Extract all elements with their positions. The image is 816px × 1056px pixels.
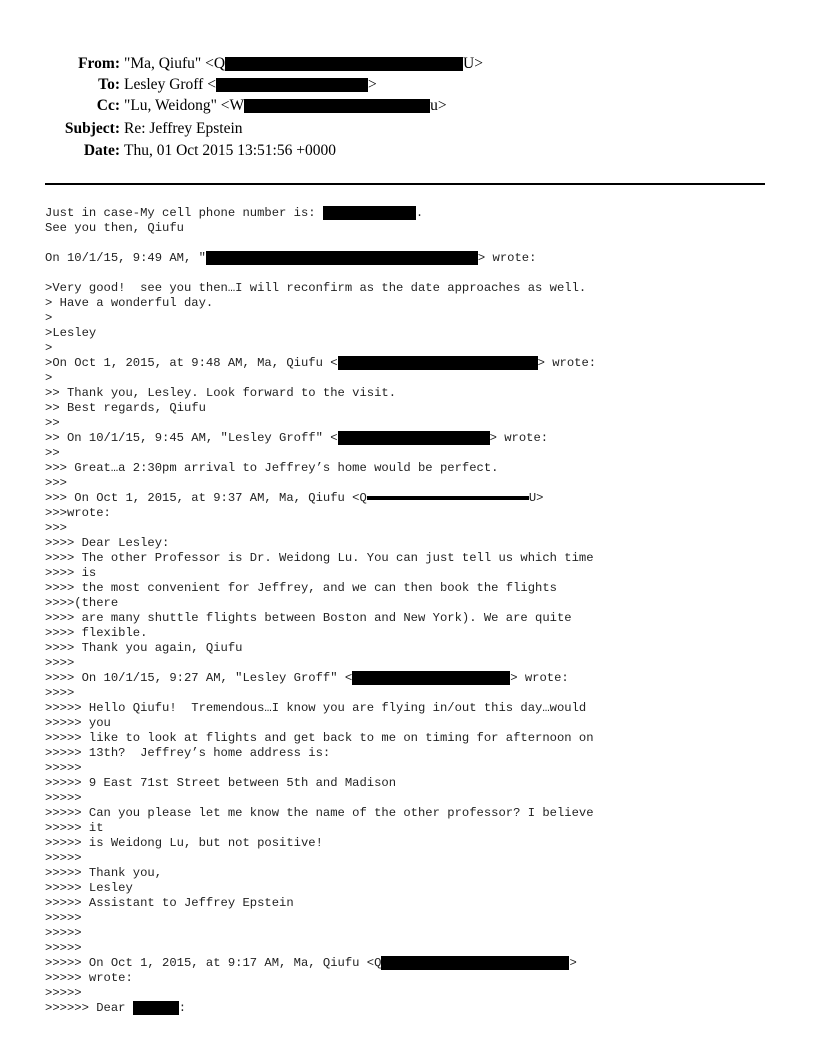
body-line: >>>>> like to look at flights and get back to me on timing for afternoon on — [45, 731, 594, 745]
cc-value: "Lu, Weidong" <W u> — [124, 97, 447, 114]
body-line: >>>>> — [45, 791, 82, 805]
body-line: >>>> are many shuttle flights between Boston and New York). We are quite — [45, 611, 572, 625]
body-line: >>>wrote: — [45, 506, 111, 520]
body-line: >> On 10/1/15, 9:45 AM, "Lesley Groff" < > wrote: — [45, 431, 549, 446]
cc-label: Cc: — [96, 97, 120, 114]
redaction-bar — [338, 431, 490, 445]
body-line: >>>>> — [45, 941, 82, 955]
body-line: Just in case-My cell phone number is: . — [45, 206, 424, 221]
subject-label: Subject: — [64, 120, 120, 137]
from-value: "Ma, Qiufu" <Q U> — [124, 55, 483, 72]
body-line: >>>> The other Professor is Dr. Weidong Lu. You can just tell us which time — [45, 551, 594, 565]
body-line: >On Oct 1, 2015, at 9:48 AM, Ma, Qiufu < > wrote: — [45, 356, 597, 371]
body-line: >>> On Oct 1, 2015, at 9:37 AM, Ma, Qiufu <Q U> — [45, 491, 544, 505]
redaction-bar — [244, 99, 430, 113]
body-line: > — [45, 311, 53, 325]
redaction-bar — [225, 57, 463, 71]
subject-value: Re: Jeffrey Epstein — [124, 120, 243, 137]
body-line: >>>> On 10/1/15, 9:27 AM, "Lesley Groff" < > wrote: — [45, 671, 569, 686]
body-line: >>>>>> Dear : — [45, 1001, 187, 1016]
body-line: >> Thank you, Lesley. Look forward to the visit. — [45, 386, 397, 400]
from-label: From: — [78, 55, 120, 72]
body-line: >>>>> 13th? Jeffrey’s home address is: — [45, 746, 331, 760]
body-line: >>>>> you — [45, 716, 111, 730]
body-line: > Have a wonderful day. — [45, 296, 214, 310]
body-line: >>>>> wrote: — [45, 971, 133, 985]
body-line: >>>>> — [45, 986, 82, 1000]
to-value: Lesley Groff < > — [124, 76, 377, 93]
body-line: > — [45, 341, 53, 355]
body-line: >>>>> Hello Qiufu! Tremendous…I know you are flying in/out this day…would — [45, 701, 587, 715]
body-line: >>>>> — [45, 851, 82, 865]
redaction-bar — [323, 206, 416, 220]
body-line: On 10/1/15, 9:49 AM, " > wrote: — [45, 251, 537, 266]
body-line: >Lesley — [45, 326, 97, 340]
body-line: See you then, Qiufu — [45, 221, 184, 235]
body-line: >>>> the most convenient for Jeffrey, and we can then book the flights — [45, 581, 557, 595]
body-line: >>>>> — [45, 926, 82, 940]
redaction-bar — [216, 78, 368, 92]
body-line: >>>> flexible. — [45, 626, 148, 640]
body-line: >Very good! see you then…I will reconfirm as the date approaches as well. — [45, 281, 587, 295]
to-label: To: — [98, 76, 120, 93]
redaction-bar — [338, 356, 538, 370]
body-line: >>>>> — [45, 761, 82, 775]
body-line: >>>>> — [45, 911, 82, 925]
redaction-bar — [352, 671, 510, 685]
body-line: >>>>> it — [45, 821, 104, 835]
body-line: >> Best regards, Qiufu — [45, 401, 206, 415]
body-line: >>>> Dear Lesley: — [45, 536, 170, 550]
date-label: Date: — [83, 142, 120, 159]
redaction-bar — [133, 1001, 179, 1015]
date-value: Thu, 01 Oct 2015 13:51:56 +0000 — [124, 142, 336, 159]
body-line: >>>>> is Weidong Lu, but not positive! — [45, 836, 323, 850]
body-line: > — [45, 371, 53, 385]
body-line: >>> Great…a 2:30pm arrival to Jeffrey’s home would be perfect. — [45, 461, 499, 475]
body-line: >>>> — [45, 686, 75, 700]
body-line: >> — [45, 446, 60, 460]
redaction-bar — [381, 956, 569, 970]
body-line: >>>>> 9 East 71st Street between 5th and Madison — [45, 776, 397, 790]
body-line: >>>>> Assistant to Jeffrey Epstein — [45, 896, 294, 910]
body-line: >>>>(there — [45, 596, 119, 610]
redaction-bar — [206, 251, 478, 265]
body-line: >>> — [45, 521, 67, 535]
body-line: >>>> Thank you again, Qiufu — [45, 641, 243, 655]
body-line: >>>>> Lesley — [45, 881, 133, 895]
body-line: >> — [45, 416, 60, 430]
body-line: >>>> — [45, 656, 75, 670]
body-line: >>>>> On Oct 1, 2015, at 9:17 AM, Ma, Qiufu <Q > — [45, 956, 577, 971]
body-line: >>> — [45, 476, 67, 490]
header-divider — [45, 183, 765, 185]
redaction-bar — [367, 496, 529, 500]
body-line: >>>>> Can you please let me know the name of the other professor? I believe — [45, 806, 594, 820]
body-line: >>>>> Thank you, — [45, 866, 163, 880]
body-line: >>>> is — [45, 566, 97, 580]
